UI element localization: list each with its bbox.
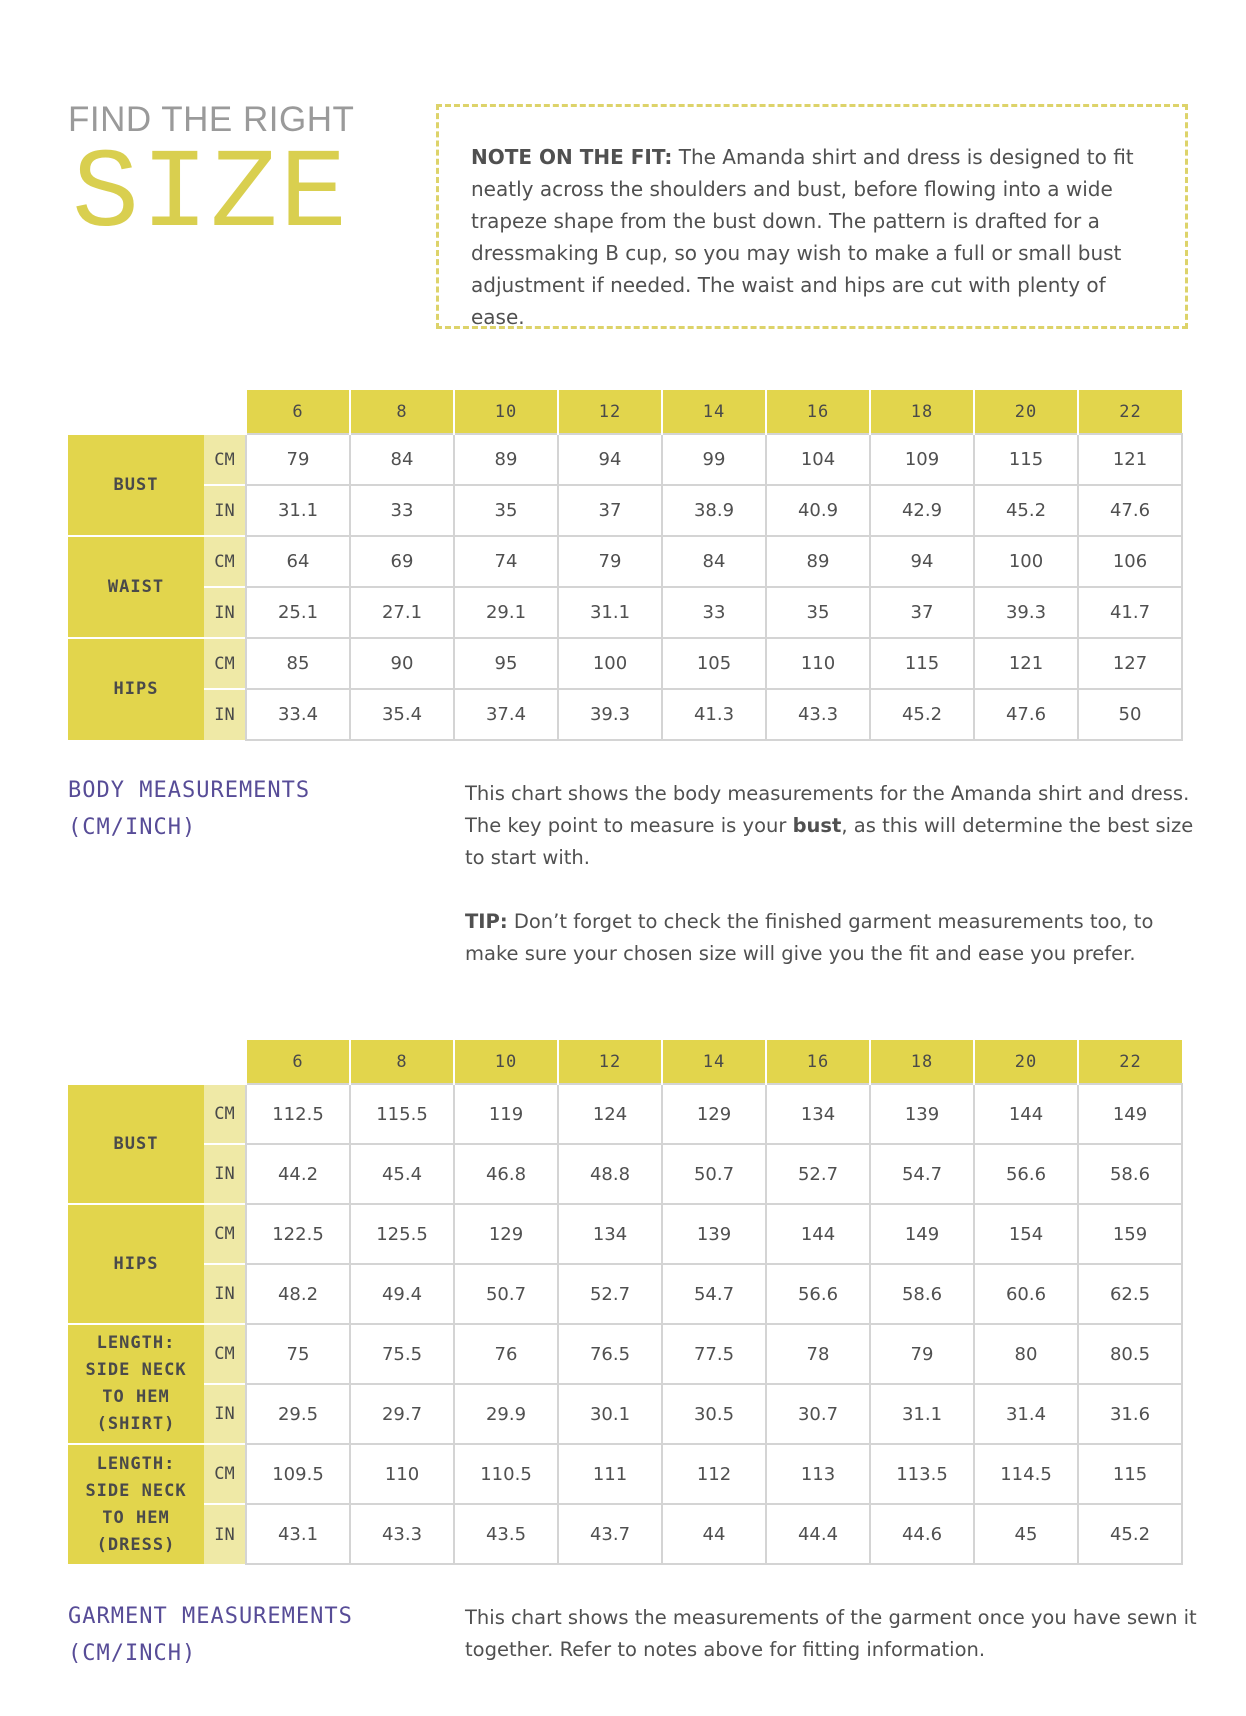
measurement-cell: 44.2: [246, 1144, 350, 1204]
measurement-cell: 139: [662, 1204, 766, 1264]
measurement-cell: 44.4: [766, 1504, 870, 1564]
unit-label-cm: CM: [204, 1204, 246, 1264]
table-corner: [68, 1040, 204, 1084]
table-row: [68, 434, 1182, 485]
unit-label-in: IN: [204, 1264, 246, 1324]
measurement-cell: 76: [454, 1324, 558, 1384]
measurement-cell: 37: [870, 587, 974, 638]
row-label-hips: HIPS: [68, 638, 204, 740]
measurement-cell: 112: [662, 1444, 766, 1504]
unit-label-in: IN: [204, 1144, 246, 1204]
caption-line-1: BODY MEASUREMENTS: [68, 778, 311, 803]
measurement-cell: 75: [246, 1324, 350, 1384]
tip-paragraph: [465, 906, 1205, 970]
measurement-cell: 25.1: [246, 587, 350, 638]
garment-measurements-caption: [68, 1598, 353, 1672]
measurement-cell: 159: [1078, 1204, 1182, 1264]
row-label-waist: WAIST: [68, 536, 204, 638]
size-header-20: 20: [974, 1040, 1078, 1084]
measurement-cell: 48.2: [246, 1264, 350, 1324]
measurement-cell: 35: [454, 485, 558, 536]
size-header-row: [68, 390, 1182, 434]
measurement-cell: 110: [766, 638, 870, 689]
size-header-8: 8: [350, 390, 454, 434]
measurement-cell: 127: [1078, 638, 1182, 689]
measurement-cell: 115.5: [350, 1084, 454, 1144]
measurement-cell: 154: [974, 1204, 1078, 1264]
measurement-cell: 50.7: [662, 1144, 766, 1204]
size-header-18: 18: [870, 390, 974, 434]
measurement-cell: 95: [454, 638, 558, 689]
measurement-cell: 30.5: [662, 1384, 766, 1444]
unit-label-cm: CM: [204, 1084, 246, 1144]
measurement-cell: 109.5: [246, 1444, 350, 1504]
measurement-cell: 41.3: [662, 689, 766, 740]
size-header-12: 12: [558, 1040, 662, 1084]
table-corner: [68, 390, 204, 434]
measurement-cell: 110: [350, 1444, 454, 1504]
table-row: [68, 1084, 1182, 1144]
size-header-14: 14: [662, 390, 766, 434]
measurement-cell: 62.5: [1078, 1264, 1182, 1324]
row-label-hips: HIPS: [68, 1204, 204, 1324]
measurement-cell: 47.6: [974, 689, 1078, 740]
measurement-cell: 149: [1078, 1084, 1182, 1144]
measurement-cell: 121: [974, 638, 1078, 689]
measurement-cell: 30.1: [558, 1384, 662, 1444]
measurement-cell: 113: [766, 1444, 870, 1504]
size-header-6: 6: [246, 390, 350, 434]
measurement-cell: 48.8: [558, 1144, 662, 1204]
measurement-cell: 129: [454, 1204, 558, 1264]
measurement-cell: 113.5: [870, 1444, 974, 1504]
measurement-cell: 100: [974, 536, 1078, 587]
measurement-cell: 124: [558, 1084, 662, 1144]
measurement-cell: 43.1: [246, 1504, 350, 1564]
size-header-10: 10: [454, 1040, 558, 1084]
measurement-cell: 64: [246, 536, 350, 587]
measurement-cell: 33: [350, 485, 454, 536]
body-desc-text-a: This chart shows the body measurements for the Amanda shirt and dress. The key point to measure is your: [465, 782, 1190, 837]
measurement-cell: 80.5: [1078, 1324, 1182, 1384]
measurement-cell: 112.5: [246, 1084, 350, 1144]
measurement-cell: 47.6: [1078, 485, 1182, 536]
size-header-14: 14: [662, 1040, 766, 1084]
page-subtitle: FIND THE RIGHT: [68, 100, 355, 139]
measurement-cell: 29.5: [246, 1384, 350, 1444]
measurement-cell: 37.4: [454, 689, 558, 740]
measurement-cell: 80: [974, 1324, 1078, 1384]
fit-note-box: [436, 104, 1188, 329]
table-row: [68, 1264, 1182, 1324]
measurement-cell: 44.6: [870, 1504, 974, 1564]
row-label-length-side-neck-to-hem-dress: LENGTH: SIDE NECK TO HEM (DRESS): [68, 1444, 204, 1564]
measurement-cell: 29.1: [454, 587, 558, 638]
row-label-length-side-neck-to-hem-shirt: LENGTH: SIDE NECK TO HEM (SHIRT): [68, 1324, 204, 1444]
measurement-cell: 75.5: [350, 1324, 454, 1384]
body-desc-bold: bust: [792, 814, 842, 837]
measurement-cell: 50: [1078, 689, 1182, 740]
size-header-6: 6: [246, 1040, 350, 1084]
measurement-cell: 54.7: [870, 1144, 974, 1204]
measurement-cell: 43.3: [350, 1504, 454, 1564]
table-row: [68, 485, 1182, 536]
measurement-cell: 39.3: [558, 689, 662, 740]
body-measurements-table: [68, 390, 1183, 741]
body-measurements-description: [465, 778, 1205, 970]
measurement-cell: 119: [454, 1084, 558, 1144]
table-row: [68, 1504, 1182, 1564]
measurement-cell: 100: [558, 638, 662, 689]
size-header-22: 22: [1078, 390, 1182, 434]
caption-line-1: GARMENT MEASUREMENTS: [68, 1604, 353, 1629]
measurement-cell: 27.1: [350, 587, 454, 638]
measurement-cell: 39.3: [974, 587, 1078, 638]
caption-line-2: (CM/INCH): [68, 1641, 197, 1666]
measurement-cell: 29.7: [350, 1384, 454, 1444]
table-row: [68, 1144, 1182, 1204]
measurement-cell: 110.5: [454, 1444, 558, 1504]
unit-label-cm: CM: [204, 638, 246, 689]
size-header-20: 20: [974, 390, 1078, 434]
body-desc-text-b: , as this will determine the best size to start with.: [465, 814, 1194, 869]
measurement-cell: 46.8: [454, 1144, 558, 1204]
measurement-cell: 94: [558, 434, 662, 485]
measurement-cell: 58.6: [870, 1264, 974, 1324]
garment-desc-paragraph: This chart shows the measurements of the garment once you have sewn it together. Refer to notes above for fitting information.: [465, 1606, 1197, 1661]
measurement-cell: 43.5: [454, 1504, 558, 1564]
measurement-cell: 43.3: [766, 689, 870, 740]
measurement-cell: 144: [974, 1084, 1078, 1144]
unit-label-in: IN: [204, 587, 246, 638]
table-row: [68, 689, 1182, 740]
measurement-cell: 105: [662, 638, 766, 689]
size-header-row: [68, 1040, 1182, 1084]
measurement-cell: 35.4: [350, 689, 454, 740]
table-row: [68, 638, 1182, 689]
measurement-cell: 44: [662, 1504, 766, 1564]
measurement-cell: 45.2: [974, 485, 1078, 536]
body-desc-paragraph: [465, 778, 1205, 874]
size-header-10: 10: [454, 390, 558, 434]
fit-note-lead: NOTE ON THE FIT:: [471, 145, 673, 169]
measurement-cell: 35: [766, 587, 870, 638]
measurement-cell: 144: [766, 1204, 870, 1264]
measurement-cell: 129: [662, 1084, 766, 1144]
measurement-cell: 33.4: [246, 689, 350, 740]
measurement-cell: 94: [870, 536, 974, 587]
measurement-cell: 84: [350, 434, 454, 485]
tip-text: Don’t forget to check the finished garment measurements too, to make sure your chosen size will give you the fit and ease you prefer.: [465, 910, 1154, 965]
measurement-cell: 41.7: [1078, 587, 1182, 638]
measurement-cell: 31.1: [870, 1384, 974, 1444]
garment-measurements-table: [68, 1040, 1183, 1565]
unit-label-cm: CM: [204, 1444, 246, 1504]
measurement-cell: 45.2: [1078, 1504, 1182, 1564]
measurement-cell: 77.5: [662, 1324, 766, 1384]
measurement-cell: 31.6: [1078, 1384, 1182, 1444]
size-header-22: 22: [1078, 1040, 1182, 1084]
measurement-cell: 134: [766, 1084, 870, 1144]
unit-label-in: IN: [204, 1384, 246, 1444]
measurement-cell: 29.9: [454, 1384, 558, 1444]
measurement-cell: 58.6: [1078, 1144, 1182, 1204]
unit-label-in: IN: [204, 1504, 246, 1564]
unit-label-cm: CM: [204, 434, 246, 485]
row-label-bust: BUST: [68, 1084, 204, 1204]
fit-note-text: The Amanda shirt and dress is designed to fit neatly across the shoulders and bust, before flowing into a wide trapeze shape from the bust down. The pattern is drafted for a dressmaking B cup, so you may wish to make a full or small bust adjustment if needed. The waist and hips are cut with plenty of ease.: [471, 145, 1134, 329]
measurement-cell: 78: [766, 1324, 870, 1384]
measurement-cell: 74: [454, 536, 558, 587]
measurement-cell: 56.6: [766, 1264, 870, 1324]
size-header-16: 16: [766, 390, 870, 434]
measurement-cell: 99: [662, 434, 766, 485]
measurement-cell: 52.7: [558, 1264, 662, 1324]
measurement-cell: 31.4: [974, 1384, 1078, 1444]
measurement-cell: 43.7: [558, 1504, 662, 1564]
size-header-16: 16: [766, 1040, 870, 1084]
measurement-cell: 40.9: [766, 485, 870, 536]
unit-label-cm: CM: [204, 536, 246, 587]
measurement-cell: 114.5: [974, 1444, 1078, 1504]
table-corner: [204, 390, 246, 434]
unit-label-in: IN: [204, 485, 246, 536]
measurement-cell: 49.4: [350, 1264, 454, 1324]
measurement-cell: 122.5: [246, 1204, 350, 1264]
measurement-cell: 106: [1078, 536, 1182, 587]
measurement-cell: 89: [454, 434, 558, 485]
measurement-cell: 115: [1078, 1444, 1182, 1504]
measurement-cell: 115: [974, 434, 1078, 485]
measurement-cell: 134: [558, 1204, 662, 1264]
measurement-cell: 33: [662, 587, 766, 638]
measurement-cell: 31.1: [558, 587, 662, 638]
table-row: [68, 1384, 1182, 1444]
table-row: [68, 1444, 1182, 1504]
garment-measurements-description: [465, 1602, 1205, 1666]
measurement-cell: 121: [1078, 434, 1182, 485]
measurement-cell: 45.2: [870, 689, 974, 740]
table-row: [68, 1204, 1182, 1264]
measurement-cell: 69: [350, 536, 454, 587]
measurement-cell: 109: [870, 434, 974, 485]
table-row: [68, 587, 1182, 638]
measurement-cell: 42.9: [870, 485, 974, 536]
measurement-cell: 84: [662, 536, 766, 587]
measurement-cell: 139: [870, 1084, 974, 1144]
measurement-cell: 56.6: [974, 1144, 1078, 1204]
measurement-cell: 90: [350, 638, 454, 689]
measurement-cell: 50.7: [454, 1264, 558, 1324]
page-title: SIZE: [72, 132, 349, 259]
measurement-cell: 104: [766, 434, 870, 485]
body-measurements-caption: [68, 772, 310, 846]
table-row: [68, 1324, 1182, 1384]
size-header-12: 12: [558, 390, 662, 434]
measurement-cell: 60.6: [974, 1264, 1078, 1324]
measurement-cell: 125.5: [350, 1204, 454, 1264]
row-label-bust: BUST: [68, 434, 204, 536]
measurement-cell: 89: [766, 536, 870, 587]
measurement-cell: 37: [558, 485, 662, 536]
measurement-cell: 111: [558, 1444, 662, 1504]
measurement-cell: 38.9: [662, 485, 766, 536]
measurement-cell: 30.7: [766, 1384, 870, 1444]
measurement-cell: 31.1: [246, 485, 350, 536]
measurement-cell: 54.7: [662, 1264, 766, 1324]
table-row: [68, 536, 1182, 587]
measurement-cell: 149: [870, 1204, 974, 1264]
tip-lead: TIP:: [465, 910, 508, 933]
measurement-cell: 52.7: [766, 1144, 870, 1204]
size-header-18: 18: [870, 1040, 974, 1084]
size-header-8: 8: [350, 1040, 454, 1084]
measurement-cell: 115: [870, 638, 974, 689]
table-corner: [204, 1040, 246, 1084]
measurement-cell: 45.4: [350, 1144, 454, 1204]
measurement-cell: 79: [870, 1324, 974, 1384]
caption-line-2: (CM/INCH): [68, 815, 197, 840]
measurement-cell: 85: [246, 638, 350, 689]
measurement-cell: 79: [558, 536, 662, 587]
measurement-cell: 45: [974, 1504, 1078, 1564]
unit-label-cm: CM: [204, 1324, 246, 1384]
measurement-cell: 76.5: [558, 1324, 662, 1384]
measurement-cell: 79: [246, 434, 350, 485]
unit-label-in: IN: [204, 689, 246, 740]
